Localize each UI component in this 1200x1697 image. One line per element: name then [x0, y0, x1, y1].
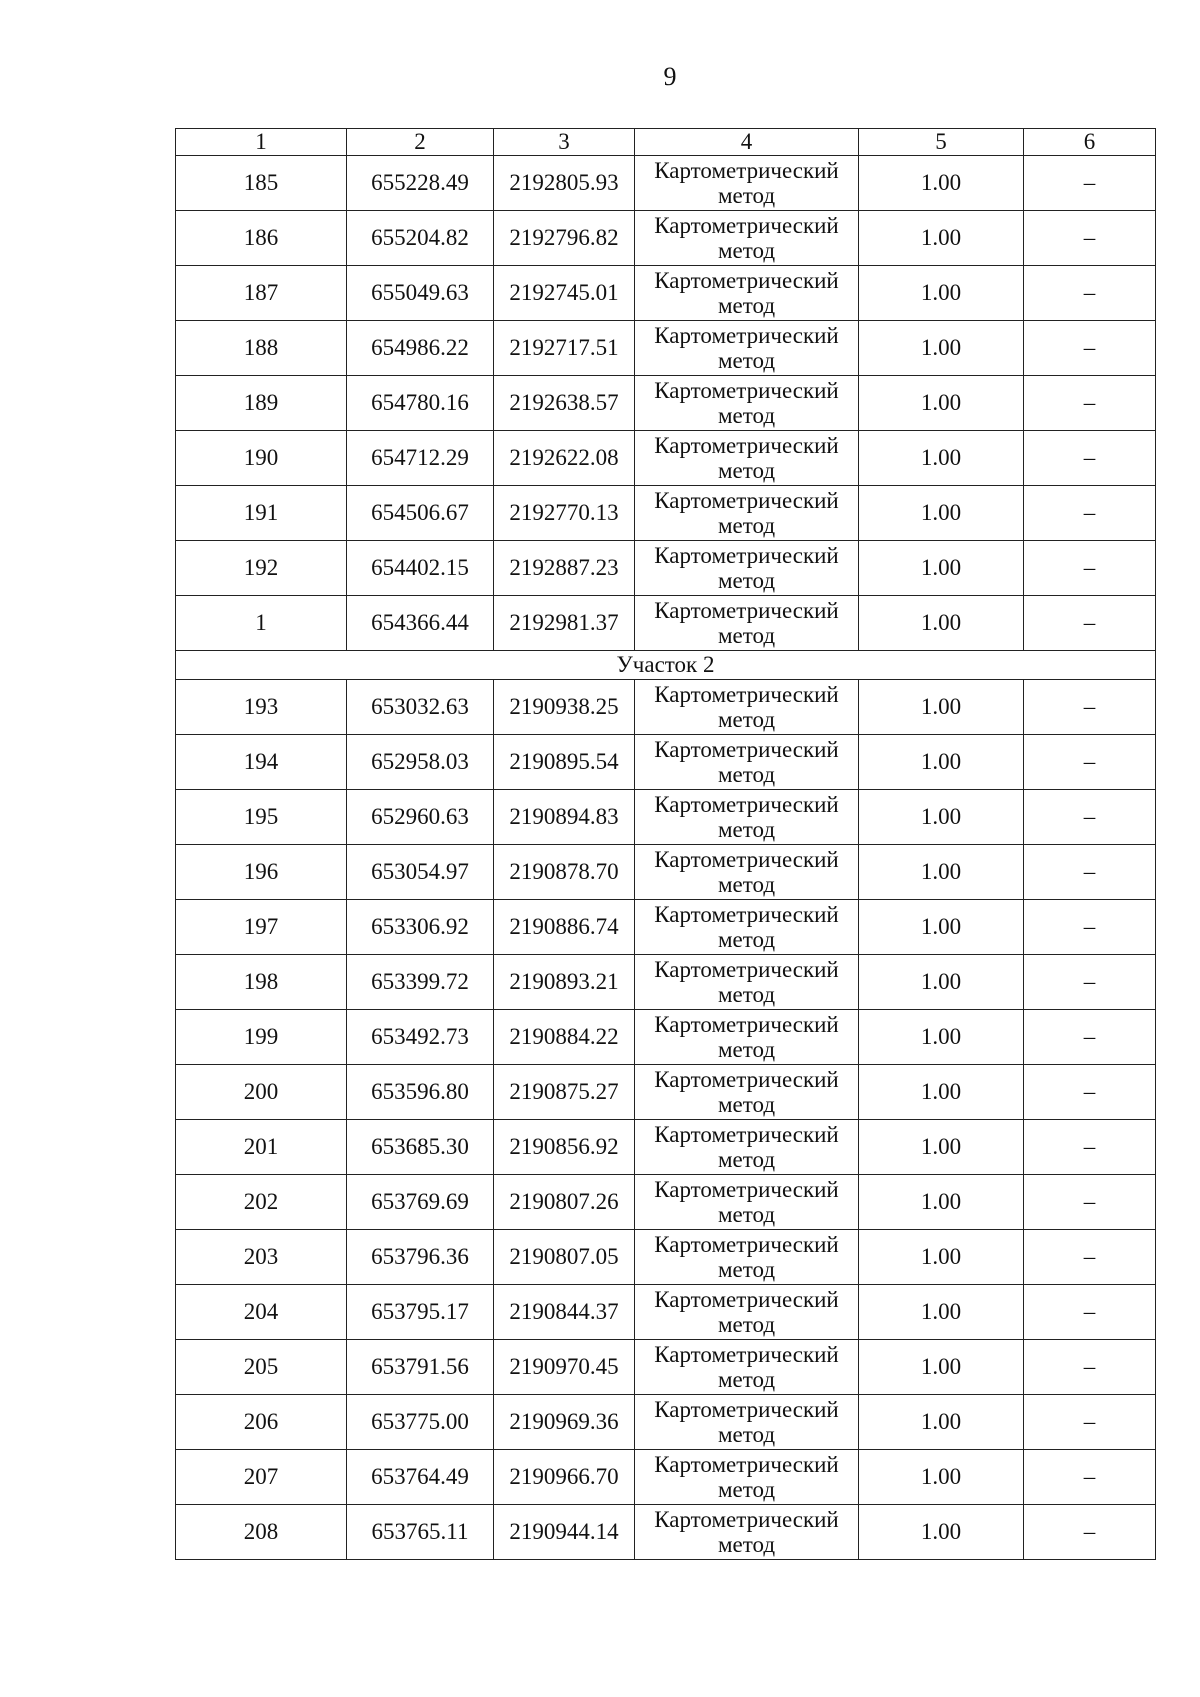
method-line-2: метод	[717, 1147, 776, 1172]
method-line-2: метод	[717, 183, 776, 208]
method-line-2: метод	[717, 458, 776, 483]
table-row	[176, 1230, 1156, 1285]
method-cell	[635, 1340, 859, 1395]
table-row	[176, 486, 1156, 541]
method-cell	[635, 1395, 859, 1450]
accuracy-cell: 1.00	[859, 211, 1024, 266]
accuracy-cell: 1.00	[859, 596, 1024, 651]
method-cell	[635, 790, 859, 845]
method-cell	[635, 1505, 859, 1560]
coordinates-table	[175, 128, 1156, 1560]
y-coordinate-cell: 2192638.57	[494, 376, 635, 431]
description-cell: –	[1024, 735, 1156, 790]
method-line-2: метод	[717, 982, 776, 1007]
accuracy-cell: 1.00	[859, 1505, 1024, 1560]
y-coordinate-cell: 2190895.54	[494, 735, 635, 790]
point-number-cell: 186	[176, 211, 347, 266]
accuracy-cell: 1.00	[859, 1340, 1024, 1395]
point-number-cell: 185	[176, 156, 347, 211]
method-cell	[635, 900, 859, 955]
accuracy-cell: 1.00	[859, 266, 1024, 321]
x-coordinate-cell: 653775.00	[347, 1395, 494, 1450]
point-number-cell: 206	[176, 1395, 347, 1450]
y-coordinate-cell: 2190878.70	[494, 845, 635, 900]
method-cell	[635, 1120, 859, 1175]
method-line-1: Картометрический	[654, 1507, 839, 1532]
point-number-cell: 208	[176, 1505, 347, 1560]
description-cell: –	[1024, 431, 1156, 486]
x-coordinate-cell: 653054.97	[347, 845, 494, 900]
x-coordinate-cell: 653769.69	[347, 1175, 494, 1230]
column-number: 2	[347, 129, 494, 156]
point-number-cell: 190	[176, 431, 347, 486]
column-number: 4	[635, 129, 859, 156]
method-line-1: Картометрический	[654, 488, 839, 513]
method-line-2: метод	[717, 513, 776, 538]
y-coordinate-cell: 2192622.08	[494, 431, 635, 486]
method-cell	[635, 596, 859, 651]
method-cell	[635, 156, 859, 211]
method-line-1: Картометрический	[654, 1397, 839, 1422]
method-cell	[635, 211, 859, 266]
description-cell: –	[1024, 1175, 1156, 1230]
y-coordinate-cell: 2190856.92	[494, 1120, 635, 1175]
description-cell: –	[1024, 156, 1156, 211]
method-cell	[635, 735, 859, 790]
table-row	[176, 1285, 1156, 1340]
point-number-cell: 196	[176, 845, 347, 900]
point-number-cell: 1	[176, 596, 347, 651]
point-number-cell: 195	[176, 790, 347, 845]
point-number-cell: 201	[176, 1120, 347, 1175]
method-cell	[635, 431, 859, 486]
x-coordinate-cell: 652958.03	[347, 735, 494, 790]
y-coordinate-cell: 2192805.93	[494, 156, 635, 211]
table-row	[176, 1120, 1156, 1175]
table-row	[176, 376, 1156, 431]
accuracy-cell: 1.00	[859, 735, 1024, 790]
column-number: 6	[1024, 129, 1156, 156]
method-line-1: Картометрический	[654, 323, 839, 348]
y-coordinate-cell: 2190807.26	[494, 1175, 635, 1230]
accuracy-cell: 1.00	[859, 376, 1024, 431]
y-coordinate-cell: 2190807.05	[494, 1230, 635, 1285]
page-number: 9	[663, 62, 677, 91]
description-cell: –	[1024, 541, 1156, 596]
method-cell	[635, 321, 859, 376]
column-number-row	[176, 129, 1156, 156]
accuracy-cell: 1.00	[859, 1450, 1024, 1505]
method-line-2: метод	[717, 1312, 776, 1337]
method-line-1: Картометрический	[654, 543, 839, 568]
method-line-2: метод	[717, 293, 776, 318]
method-cell	[635, 486, 859, 541]
x-coordinate-cell: 653596.80	[347, 1065, 494, 1120]
accuracy-cell: 1.00	[859, 845, 1024, 900]
description-cell: –	[1024, 900, 1156, 955]
accuracy-cell: 1.00	[859, 541, 1024, 596]
accuracy-cell: 1.00	[859, 1120, 1024, 1175]
method-line-2: метод	[717, 1202, 776, 1227]
y-coordinate-cell: 2192770.13	[494, 486, 635, 541]
accuracy-cell: 1.00	[859, 680, 1024, 735]
method-line-2: метод	[717, 762, 776, 787]
method-line-2: метод	[717, 403, 776, 428]
x-coordinate-cell: 653765.11	[347, 1505, 494, 1560]
x-coordinate-cell: 655204.82	[347, 211, 494, 266]
table-row	[176, 1395, 1156, 1450]
x-coordinate-cell: 653399.72	[347, 955, 494, 1010]
accuracy-cell: 1.00	[859, 790, 1024, 845]
description-cell: –	[1024, 790, 1156, 845]
x-coordinate-cell: 653764.49	[347, 1450, 494, 1505]
x-coordinate-cell: 655228.49	[347, 156, 494, 211]
y-coordinate-cell: 2190970.45	[494, 1340, 635, 1395]
x-coordinate-cell: 653306.92	[347, 900, 494, 955]
method-line-2: метод	[717, 623, 776, 648]
method-line-2: метод	[717, 568, 776, 593]
table-row	[176, 266, 1156, 321]
method-line-2: метод	[717, 1367, 776, 1392]
description-cell: –	[1024, 1065, 1156, 1120]
description-cell: –	[1024, 1230, 1156, 1285]
method-line-1: Картометрический	[654, 682, 839, 707]
point-number-cell: 205	[176, 1340, 347, 1395]
point-number-cell: 199	[176, 1010, 347, 1065]
accuracy-cell: 1.00	[859, 1175, 1024, 1230]
y-coordinate-cell: 2192887.23	[494, 541, 635, 596]
method-cell	[635, 1010, 859, 1065]
method-line-1: Картометрический	[654, 1122, 839, 1147]
table-row	[176, 735, 1156, 790]
method-line-2: метод	[717, 1092, 776, 1117]
x-coordinate-cell: 654780.16	[347, 376, 494, 431]
method-line-1: Картометрический	[654, 1177, 839, 1202]
method-cell	[635, 541, 859, 596]
description-cell: –	[1024, 1505, 1156, 1560]
x-coordinate-cell: 655049.63	[347, 266, 494, 321]
table-row	[176, 900, 1156, 955]
description-cell: –	[1024, 211, 1156, 266]
method-line-1: Картометрический	[654, 158, 839, 183]
table-row	[176, 156, 1156, 211]
x-coordinate-cell: 653791.56	[347, 1340, 494, 1395]
table-row	[176, 955, 1156, 1010]
y-coordinate-cell: 2190894.83	[494, 790, 635, 845]
method-cell	[635, 955, 859, 1010]
method-cell	[635, 266, 859, 321]
point-number-cell: 194	[176, 735, 347, 790]
table-row	[176, 1010, 1156, 1065]
method-line-2: метод	[717, 872, 776, 897]
accuracy-cell: 1.00	[859, 156, 1024, 211]
method-cell	[635, 1175, 859, 1230]
point-number-cell: 202	[176, 1175, 347, 1230]
method-line-1: Картометрический	[654, 433, 839, 458]
point-number-cell: 193	[176, 680, 347, 735]
table-row	[176, 845, 1156, 900]
x-coordinate-cell: 654986.22	[347, 321, 494, 376]
description-cell: –	[1024, 596, 1156, 651]
method-line-2: метод	[717, 927, 776, 952]
method-line-1: Картометрический	[654, 268, 839, 293]
method-line-1: Картометрический	[654, 957, 839, 982]
method-line-2: метод	[717, 1257, 776, 1282]
point-number-cell: 192	[176, 541, 347, 596]
x-coordinate-cell: 653492.73	[347, 1010, 494, 1065]
table-row	[176, 1175, 1156, 1230]
description-cell: –	[1024, 955, 1156, 1010]
point-number-cell: 204	[176, 1285, 347, 1340]
description-cell: –	[1024, 680, 1156, 735]
point-number-cell: 207	[176, 1450, 347, 1505]
method-line-2: метод	[717, 238, 776, 263]
accuracy-cell: 1.00	[859, 900, 1024, 955]
y-coordinate-cell: 2192717.51	[494, 321, 635, 376]
table-row	[176, 541, 1156, 596]
accuracy-cell: 1.00	[859, 321, 1024, 376]
method-line-1: Картометрический	[654, 213, 839, 238]
x-coordinate-cell: 653795.17	[347, 1285, 494, 1340]
table-row	[176, 680, 1156, 735]
description-cell: –	[1024, 845, 1156, 900]
table-row	[176, 1065, 1156, 1120]
description-cell: –	[1024, 486, 1156, 541]
description-cell: –	[1024, 376, 1156, 431]
table-row	[176, 1505, 1156, 1560]
method-cell	[635, 376, 859, 431]
section-title-row	[176, 651, 1156, 680]
column-number: 1	[176, 129, 347, 156]
method-line-1: Картометрический	[654, 1452, 839, 1477]
method-line-1: Картометрический	[654, 1067, 839, 1092]
method-line-1: Картометрический	[654, 792, 839, 817]
column-number: 5	[859, 129, 1024, 156]
y-coordinate-cell: 2190944.14	[494, 1505, 635, 1560]
method-line-1: Картометрический	[654, 1012, 839, 1037]
point-number-cell: 197	[176, 900, 347, 955]
accuracy-cell: 1.00	[859, 955, 1024, 1010]
method-cell	[635, 680, 859, 735]
point-number-cell: 200	[176, 1065, 347, 1120]
method-line-1: Картометрический	[654, 737, 839, 762]
method-line-1: Картометрический	[654, 1342, 839, 1367]
accuracy-cell: 1.00	[859, 1285, 1024, 1340]
x-coordinate-cell: 654712.29	[347, 431, 494, 486]
method-line-2: метод	[717, 707, 776, 732]
x-coordinate-cell: 652960.63	[347, 790, 494, 845]
table-row	[176, 1450, 1156, 1505]
description-cell: –	[1024, 1395, 1156, 1450]
x-coordinate-cell: 654506.67	[347, 486, 494, 541]
point-number-cell: 187	[176, 266, 347, 321]
accuracy-cell: 1.00	[859, 431, 1024, 486]
description-cell: –	[1024, 266, 1156, 321]
y-coordinate-cell: 2192745.01	[494, 266, 635, 321]
table-row	[176, 1340, 1156, 1395]
section-title: Участок 2	[176, 651, 1156, 680]
description-cell: –	[1024, 1120, 1156, 1175]
accuracy-cell: 1.00	[859, 1065, 1024, 1120]
point-number-cell: 203	[176, 1230, 347, 1285]
column-number: 3	[494, 129, 635, 156]
y-coordinate-cell: 2190893.21	[494, 955, 635, 1010]
method-line-1: Картометрический	[654, 847, 839, 872]
table-row	[176, 790, 1156, 845]
y-coordinate-cell: 2190884.22	[494, 1010, 635, 1065]
table-row	[176, 211, 1156, 266]
description-cell: –	[1024, 1285, 1156, 1340]
method-line-2: метод	[717, 1037, 776, 1062]
method-line-1: Картометрический	[654, 1232, 839, 1257]
method-cell	[635, 1065, 859, 1120]
point-number-cell: 188	[176, 321, 347, 376]
method-line-1: Картометрический	[654, 378, 839, 403]
y-coordinate-cell: 2192981.37	[494, 596, 635, 651]
table-body	[176, 129, 1156, 1560]
point-number-cell: 189	[176, 376, 347, 431]
x-coordinate-cell: 653685.30	[347, 1120, 494, 1175]
accuracy-cell: 1.00	[859, 1230, 1024, 1285]
method-line-2: метод	[717, 817, 776, 842]
method-line-1: Картометрический	[654, 902, 839, 927]
y-coordinate-cell: 2190875.27	[494, 1065, 635, 1120]
description-cell: –	[1024, 321, 1156, 376]
method-cell	[635, 845, 859, 900]
method-line-2: метод	[717, 1422, 776, 1447]
table-row	[176, 321, 1156, 376]
x-coordinate-cell: 654366.44	[347, 596, 494, 651]
x-coordinate-cell: 654402.15	[347, 541, 494, 596]
y-coordinate-cell: 2190969.36	[494, 1395, 635, 1450]
method-cell	[635, 1285, 859, 1340]
table-row	[176, 596, 1156, 651]
method-cell	[635, 1450, 859, 1505]
y-coordinate-cell: 2190886.74	[494, 900, 635, 955]
method-line-2: метод	[717, 1477, 776, 1502]
y-coordinate-cell: 2190938.25	[494, 680, 635, 735]
description-cell: –	[1024, 1450, 1156, 1505]
y-coordinate-cell: 2190966.70	[494, 1450, 635, 1505]
x-coordinate-cell: 653032.63	[347, 680, 494, 735]
method-cell	[635, 1230, 859, 1285]
description-cell: –	[1024, 1010, 1156, 1065]
point-number-cell: 191	[176, 486, 347, 541]
method-line-1: Картометрический	[654, 1287, 839, 1312]
method-line-2: метод	[717, 348, 776, 373]
table-row	[176, 431, 1156, 486]
y-coordinate-cell: 2190844.37	[494, 1285, 635, 1340]
description-cell: –	[1024, 1340, 1156, 1395]
method-line-1: Картометрический	[654, 598, 839, 623]
method-line-2: метод	[717, 1532, 776, 1557]
accuracy-cell: 1.00	[859, 1010, 1024, 1065]
accuracy-cell: 1.00	[859, 1395, 1024, 1450]
point-number-cell: 198	[176, 955, 347, 1010]
x-coordinate-cell: 653796.36	[347, 1230, 494, 1285]
y-coordinate-cell: 2192796.82	[494, 211, 635, 266]
accuracy-cell: 1.00	[859, 486, 1024, 541]
